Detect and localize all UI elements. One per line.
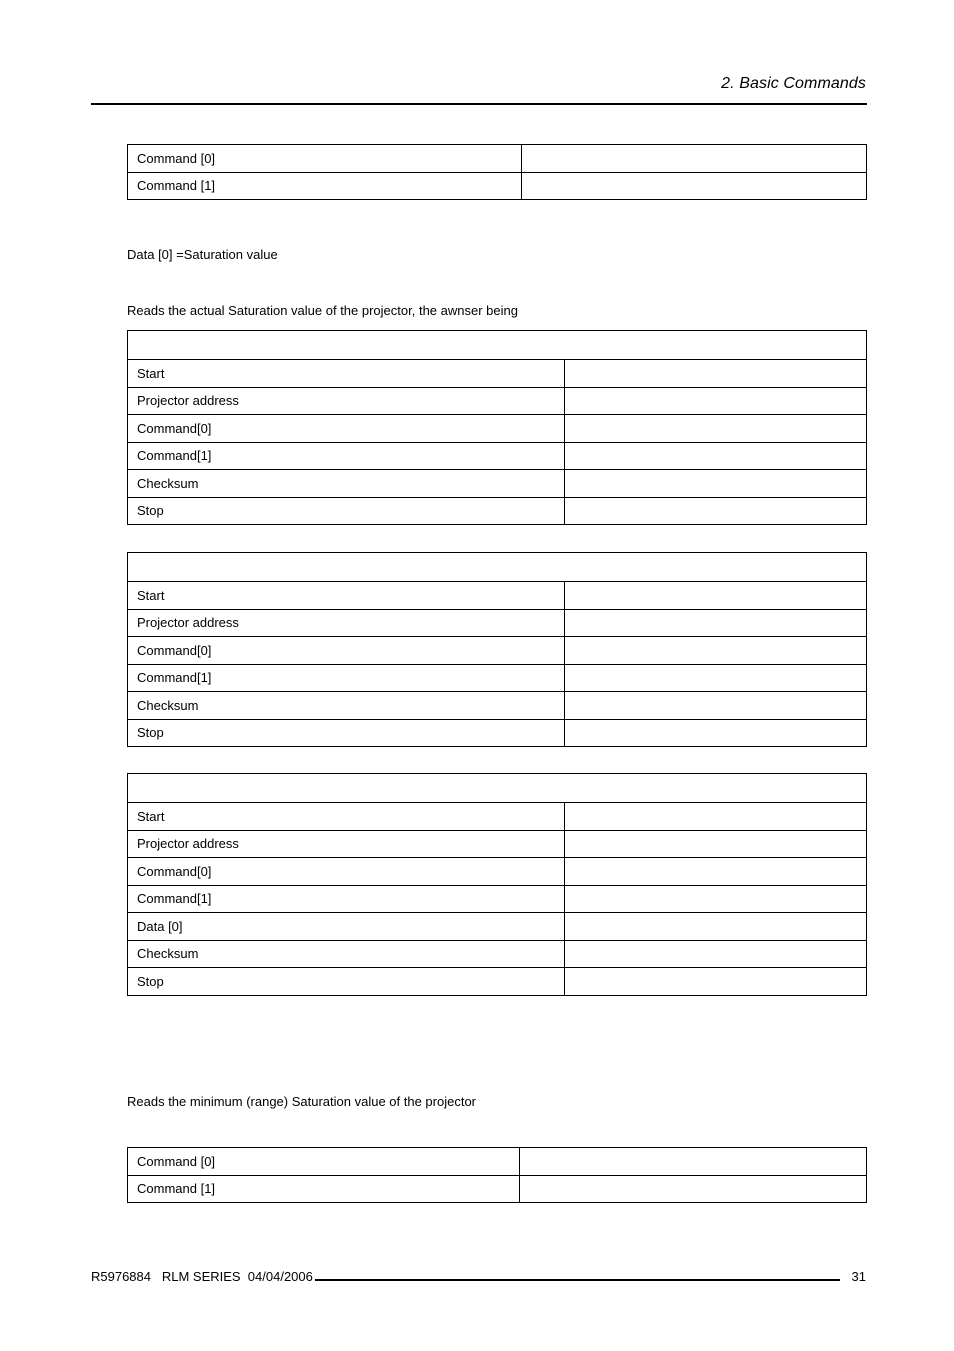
sequence-table <box>127 773 867 996</box>
page-number: 31 <box>851 1269 866 1284</box>
table-title <box>128 331 867 360</box>
row-label: Command[1] <box>128 664 565 692</box>
table-row <box>128 692 867 720</box>
row-label: Projector address <box>128 387 565 415</box>
table-title <box>128 774 867 803</box>
read-actual-note: Reads the actual Saturation value of the projector, the awnser being <box>127 303 518 318</box>
row-value <box>520 1148 867 1176</box>
command-table <box>127 144 867 200</box>
row-label: Command[0] <box>128 637 565 665</box>
row-label: Stop <box>128 968 565 996</box>
row-value <box>565 442 867 470</box>
table-header-row <box>128 331 867 360</box>
row-value <box>565 415 867 443</box>
row-label: Start <box>128 360 565 388</box>
row-label: Command[0] <box>128 858 565 886</box>
table-row <box>128 145 867 173</box>
row-value <box>565 664 867 692</box>
table-row <box>128 1148 867 1176</box>
table-row <box>128 858 867 886</box>
row-value <box>565 692 867 720</box>
table-row <box>128 940 867 968</box>
row-label: Projector address <box>128 609 565 637</box>
command-table <box>127 1147 867 1203</box>
table-row <box>128 415 867 443</box>
table-row <box>128 442 867 470</box>
row-label: Checksum <box>128 692 565 720</box>
row-label: Command[1] <box>128 885 565 913</box>
table-row <box>128 497 867 525</box>
row-value <box>565 582 867 610</box>
table-row <box>128 172 867 200</box>
table-row <box>128 470 867 498</box>
table-row <box>128 582 867 610</box>
row-value <box>565 913 867 941</box>
table-header-row <box>128 553 867 582</box>
row-value <box>565 830 867 858</box>
footer-rule <box>315 1279 840 1281</box>
row-label: Stop <box>128 497 565 525</box>
row-value <box>565 387 867 415</box>
table-row <box>128 609 867 637</box>
row-value <box>522 172 867 200</box>
header-rule <box>91 103 867 105</box>
row-label: Projector address <box>128 830 565 858</box>
row-value <box>565 637 867 665</box>
table-row <box>128 1175 867 1203</box>
row-label: Start <box>128 803 565 831</box>
table-row <box>128 664 867 692</box>
row-value <box>520 1175 867 1203</box>
row-label: Command [0] <box>128 1148 520 1176</box>
table-row <box>128 719 867 747</box>
table-row <box>128 387 867 415</box>
row-value <box>565 497 867 525</box>
row-value <box>565 885 867 913</box>
section-title: 2. Basic Commands <box>721 75 866 92</box>
row-value <box>565 940 867 968</box>
row-label: Checksum <box>128 470 565 498</box>
table-row <box>128 803 867 831</box>
data-note: Data [0] =Saturation value <box>127 247 278 262</box>
table-row <box>128 913 867 941</box>
row-value <box>565 470 867 498</box>
row-value <box>565 858 867 886</box>
table-row <box>128 885 867 913</box>
row-label: Command [0] <box>128 145 522 173</box>
row-label: Command[1] <box>128 442 565 470</box>
row-label: Command [1] <box>128 172 522 200</box>
table-title <box>128 553 867 582</box>
row-label: Checksum <box>128 940 565 968</box>
row-label: Stop <box>128 719 565 747</box>
sequence-table <box>127 552 867 747</box>
sequence-table <box>127 330 867 525</box>
row-value <box>565 719 867 747</box>
row-label: Command[0] <box>128 415 565 443</box>
row-value <box>522 145 867 173</box>
table-row <box>128 830 867 858</box>
row-label: Data [0] <box>128 913 565 941</box>
table-row <box>128 637 867 665</box>
table-row <box>128 360 867 388</box>
table-row <box>128 968 867 996</box>
row-value <box>565 968 867 996</box>
row-value <box>565 360 867 388</box>
row-value <box>565 803 867 831</box>
row-label: Start <box>128 582 565 610</box>
row-label: Command [1] <box>128 1175 520 1203</box>
read-minimum-note: Reads the minimum (range) Saturation value of the projector <box>127 1094 477 1109</box>
footer-doc-info: R5976884 RLM SERIES 04/04/2006 <box>91 1269 313 1284</box>
table-header-row <box>128 774 867 803</box>
row-value <box>565 609 867 637</box>
